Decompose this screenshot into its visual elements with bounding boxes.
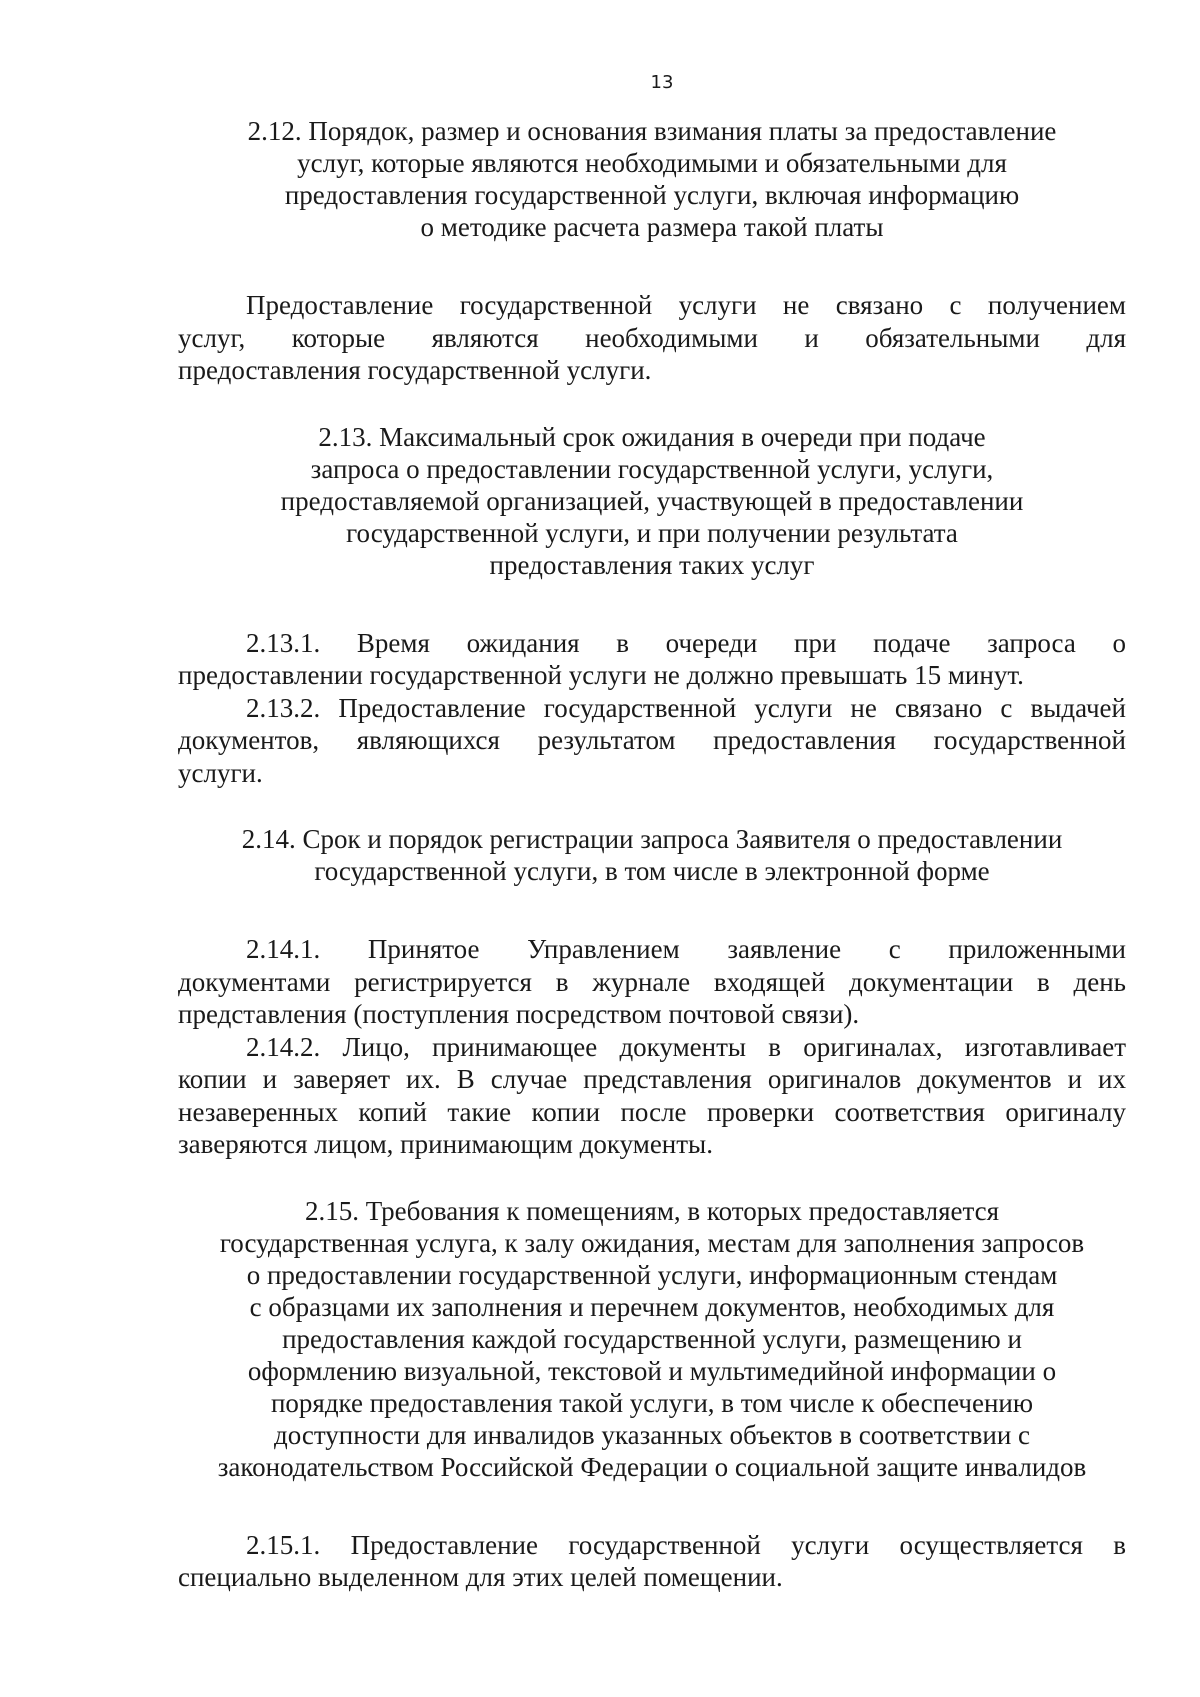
section-heading-2-13 (178, 421, 1126, 581)
paragraph-2-15-1 (178, 1529, 1126, 1594)
section-heading-2-14 (178, 823, 1126, 887)
paragraph-line: 2.14.1. Принятое Управлением заявление с приложенными (246, 934, 1126, 964)
paragraph-line: предоставлении государственной услуги не должно превышать 15 минут. (178, 660, 1024, 690)
heading-line: 2.15. Требования к помещениям, в которых предоставляется (304, 1195, 1000, 1226)
heading-line: государственной услуги, и при получении результата (346, 517, 958, 548)
heading-line: предоставления государственной услуги, включая информацию (284, 180, 1020, 210)
paragraph-line: документов, являющихся результатом предоставления государственной (178, 725, 1126, 755)
heading-line: о предоставлении государственной услуги, информационным стендам (246, 1259, 1058, 1290)
heading-line: предоставления каждой государственной услуги, размещению и (282, 1323, 1022, 1354)
document-page (178, 60, 1126, 1594)
heading-line: государственной услуги, в том числе в электронной форме (314, 856, 990, 886)
paragraph-2-12 (178, 289, 1126, 387)
paragraph-2-13-1 (178, 627, 1126, 692)
section-heading-2-12 (178, 115, 1126, 243)
heading-line: предоставления таких услуг (489, 549, 815, 580)
paragraph-line: 2.15.1. Предоставление государственной услуги осуществляется в (246, 1529, 1126, 1560)
paragraph-line: специально выделенном для этих целей помещении. (178, 1562, 783, 1592)
heading-line: услуг, которые являются необходимыми и обязательными для (297, 148, 1007, 178)
paragraph-2-14-1 (178, 933, 1126, 1031)
paragraph-line: услуги. (178, 757, 263, 788)
heading-line: порядке предоставления такой услуги, в том числе к обеспечению (270, 1387, 1034, 1418)
paragraph-line: 2.13.2. Предоставление государственной услуги не связано с выдачей (246, 692, 1126, 723)
heading-line: доступности для инвалидов указанных объектов в соответствии с (273, 1419, 1031, 1450)
heading-line: законодательством Российской Федерации о социальной защите инвалидов (217, 1451, 1087, 1482)
paragraph-line: 2.13.1. Время ожидания в очереди при подаче запроса о (246, 627, 1126, 658)
paragraph-line: копии и заверяет их. В случае представления оригиналов документов и их (178, 1064, 1126, 1094)
page-number: 13 (650, 72, 674, 93)
paragraph-2-13-2 (178, 692, 1126, 790)
paragraph-line: заверяются лицом, принимающим документы. (178, 1129, 713, 1159)
paragraph-line: представления (поступления посредством почтовой связи). (178, 999, 860, 1029)
heading-line: оформлению визуальной, текстовой и мультимедийной информации о (247, 1355, 1057, 1386)
paragraph-line: предоставления государственной услуги. (178, 355, 652, 385)
paragraph-line: услуг, которые являются необходимыми и обязательными для (178, 322, 1126, 353)
heading-line: 2.14. Срок и порядок регистрации запроса Заявителя о предоставлении (241, 824, 1063, 854)
section-heading-2-15 (178, 1195, 1126, 1483)
heading-line: государственная услуга, к залу ожидания, местам для заполнения запросов (219, 1227, 1085, 1258)
paragraph-line: Предоставление государственной услуги не связано с получением (246, 290, 1126, 320)
heading-line: запроса о предоставлении государственной услуги, услуги, (310, 453, 994, 484)
paragraph-line: документами регистрируется в журнале входящей документации в день (178, 966, 1126, 997)
heading-line: с образцами их заполнения и перечнем документов, необходимых для (249, 1291, 1055, 1322)
heading-line: предоставляемой организацией, участвующей в предоставлении (280, 485, 1024, 516)
paragraph-line: 2.14.2. Лицо, принимающее документы в оригиналах, изготавливает (246, 1031, 1126, 1062)
heading-line: о методике расчета размера такой платы (420, 212, 884, 242)
paragraph-2-14-2 (178, 1031, 1126, 1161)
heading-line: 2.13. Максимальный срок ожидания в очереди при подаче (318, 421, 986, 452)
paragraph-line: незаверенных копий такие копии после проверки соответствия оригиналу (178, 1096, 1126, 1127)
heading-line: 2.12. Порядок, размер и основания взимания платы за предоставление (247, 116, 1057, 146)
